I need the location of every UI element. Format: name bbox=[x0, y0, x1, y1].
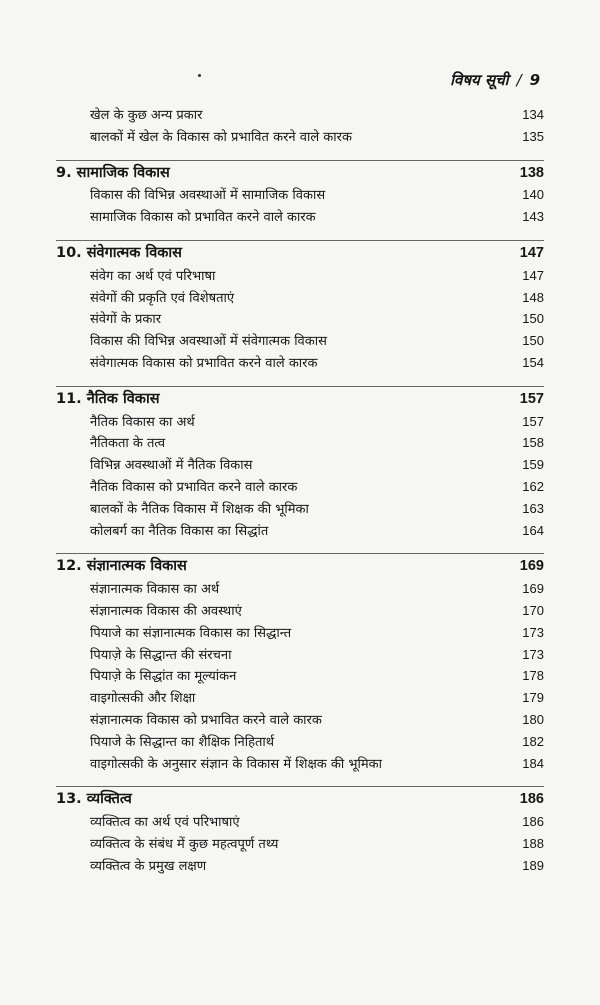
header-separator: / bbox=[516, 71, 522, 89]
entry-title: व्यक्तित्व का अर्थ एवं परिभाषाएं bbox=[90, 815, 240, 831]
page-number: 147 bbox=[519, 244, 544, 261]
page-number: 150 bbox=[522, 333, 544, 349]
page-number: 134 bbox=[522, 107, 544, 122]
page-number: 170 bbox=[522, 602, 544, 618]
table-of-contents bbox=[56, 104, 544, 877]
entry-title: विभिन्न अवस्थाओं में नैतिक विकास bbox=[90, 458, 253, 474]
chapter-divider bbox=[56, 160, 544, 161]
toc-entry-row[interactable] bbox=[56, 811, 544, 833]
toc-entry-row[interactable] bbox=[56, 476, 544, 498]
toc-entry-row[interactable] bbox=[56, 352, 544, 374]
entry-title: व्यक्तित्व के प्रमुख लक्षण bbox=[90, 858, 207, 874]
toc-entry-row[interactable] bbox=[56, 731, 544, 753]
page-number: 173 bbox=[522, 646, 544, 662]
page-number: 158 bbox=[522, 435, 544, 451]
toc-chapter-row[interactable] bbox=[56, 389, 544, 411]
chapter-divider bbox=[56, 786, 544, 787]
entry-title: बालकों में खेल के विकास को प्रभावित करने वाले कारक bbox=[90, 129, 352, 145]
page-number: 162 bbox=[522, 478, 544, 494]
entry-title: संवेगात्मक विकास को प्रभावित करने वाले कारक bbox=[90, 355, 318, 371]
toc-entry-row[interactable] bbox=[56, 104, 544, 126]
chapter-title: 10. संवेगात्मक विकास bbox=[56, 244, 182, 261]
toc-entry-row[interactable] bbox=[56, 665, 544, 687]
page-number: 140 bbox=[522, 187, 544, 203]
entry-title: संज्ञानात्मक विकास का अर्थ bbox=[90, 582, 220, 598]
page-number: 173 bbox=[522, 624, 544, 640]
chapter-title: 13. व्यक्तित्व bbox=[56, 791, 132, 808]
speck bbox=[198, 74, 201, 77]
page-number: 138 bbox=[519, 164, 544, 181]
entry-title: विकास की विभिन्न अवस्थाओं में संवेगात्मक विकास bbox=[90, 334, 327, 350]
entry-title: वाइगोत्सकी के अनुसार संज्ञान के विकास में शिक्षक की भूमिका bbox=[90, 756, 383, 772]
chapter-divider bbox=[56, 386, 544, 387]
toc-entry-row[interactable] bbox=[56, 432, 544, 454]
chapter-title: 9. सामाजिक विकास bbox=[56, 164, 170, 181]
entry-title: संज्ञानात्मक विकास की अवस्थाएं bbox=[90, 603, 242, 619]
toc-entry-row[interactable] bbox=[56, 411, 544, 433]
toc-entry-row[interactable] bbox=[56, 126, 544, 148]
page-number: 169 bbox=[519, 558, 544, 575]
entry-title: पियाजे के सिद्धान्त का शैक्षिक निहितार्थ bbox=[90, 734, 275, 750]
page-number: 189 bbox=[522, 857, 544, 873]
toc-entry-row[interactable] bbox=[56, 855, 544, 877]
entry-title: पियाज़े के सिद्धान्त की संरचना bbox=[90, 647, 232, 663]
toc-entry-row[interactable] bbox=[56, 600, 544, 622]
page-number: 154 bbox=[522, 354, 544, 370]
page-number: 150 bbox=[522, 311, 544, 327]
toc-entry-row[interactable] bbox=[56, 520, 544, 542]
toc-entry-row[interactable] bbox=[56, 308, 544, 330]
page-number: 180 bbox=[522, 711, 544, 727]
toc-entry-row[interactable] bbox=[56, 833, 544, 855]
page-number: 157 bbox=[519, 390, 544, 407]
running-header bbox=[450, 70, 540, 90]
page-number: 188 bbox=[522, 835, 544, 851]
toc-entry-row[interactable] bbox=[56, 687, 544, 709]
header-title: विषय सूची bbox=[450, 71, 509, 89]
toc-entry-row[interactable] bbox=[56, 265, 544, 287]
entry-title: कोलबर्ग का नैतिक विकास का सिद्धांत bbox=[90, 523, 269, 539]
toc-entry-row[interactable] bbox=[56, 578, 544, 600]
toc-entry-row[interactable] bbox=[56, 287, 544, 309]
page-number: 135 bbox=[522, 128, 544, 144]
chapter-divider bbox=[56, 553, 544, 554]
page-number: 184 bbox=[522, 755, 544, 771]
toc-entry-row[interactable] bbox=[56, 454, 544, 476]
entry-title: पियाज़े के सिद्धांत का मूल्यांकन bbox=[90, 669, 237, 685]
toc-chapter-row[interactable] bbox=[56, 163, 544, 185]
toc-entry-row[interactable] bbox=[56, 709, 544, 731]
entry-title: संवेगों की प्रकृति एवं विशेषताएं bbox=[90, 290, 235, 306]
chapter-title: 12. संज्ञानात्मक विकास bbox=[56, 558, 187, 575]
toc-entry-row[interactable] bbox=[56, 622, 544, 644]
chapter-title: 11. नैतिक विकास bbox=[56, 390, 160, 407]
toc-entry-row[interactable] bbox=[56, 644, 544, 666]
entry-title: संवेग का अर्थ एवं परिभाषा bbox=[90, 268, 216, 284]
page-number: 163 bbox=[522, 500, 544, 516]
page-number: 186 bbox=[519, 791, 544, 808]
entry-title: बालकों के नैतिक विकास में शिक्षक की भूमिका bbox=[90, 501, 309, 517]
page-number: 164 bbox=[522, 522, 544, 538]
entry-title: वाइगोत्सकी और शिक्षा bbox=[90, 691, 196, 707]
entry-title: नैतिक विकास का अर्थ bbox=[90, 414, 195, 430]
page-number: 147 bbox=[522, 267, 544, 283]
page-number: 143 bbox=[522, 209, 544, 225]
entry-title: नैतिकता के तत्व bbox=[90, 436, 166, 452]
page-number: 182 bbox=[522, 733, 544, 749]
entry-title: संवेगों के प्रकार bbox=[90, 312, 162, 328]
entry-title: संज्ञानात्मक विकास को प्रभावित करने वाले कारक bbox=[90, 712, 322, 728]
page-number: 159 bbox=[522, 457, 544, 473]
toc-chapter-row[interactable] bbox=[56, 789, 544, 811]
page-number: 157 bbox=[522, 413, 544, 429]
page-number: 169 bbox=[522, 581, 544, 597]
toc-entry-row[interactable] bbox=[56, 184, 544, 206]
toc-entry-row[interactable] bbox=[56, 753, 544, 775]
entry-title: व्यक्तित्व के संबंध में कुछ महत्वपूर्ण तथ्य bbox=[90, 836, 279, 852]
page-number: 179 bbox=[522, 690, 544, 706]
entry-title: विकास की विभिन्न अवस्थाओं में सामाजिक विकास bbox=[90, 188, 326, 204]
page-number: 178 bbox=[522, 668, 544, 684]
page-number: 148 bbox=[522, 289, 544, 305]
chapter-divider bbox=[56, 240, 544, 241]
toc-chapter-row[interactable] bbox=[56, 556, 544, 578]
toc-entry-row[interactable] bbox=[56, 206, 544, 228]
toc-entry-row[interactable] bbox=[56, 498, 544, 520]
entry-title: नैतिक विकास को प्रभावित करने वाले कारक bbox=[90, 479, 298, 495]
page-number: 186 bbox=[522, 814, 544, 830]
entry-title: पियाजे का संज्ञानात्मक विकास का सिद्धान्त bbox=[90, 625, 292, 641]
entry-title: खेल के कुछ अन्य प्रकार bbox=[90, 108, 203, 123]
toc-chapter-row[interactable] bbox=[56, 243, 544, 265]
entry-title: सामाजिक विकास को प्रभावित करने वाले कारक bbox=[90, 210, 316, 226]
header-page-number: 9 bbox=[529, 71, 540, 89]
toc-entry-row[interactable] bbox=[56, 330, 544, 352]
